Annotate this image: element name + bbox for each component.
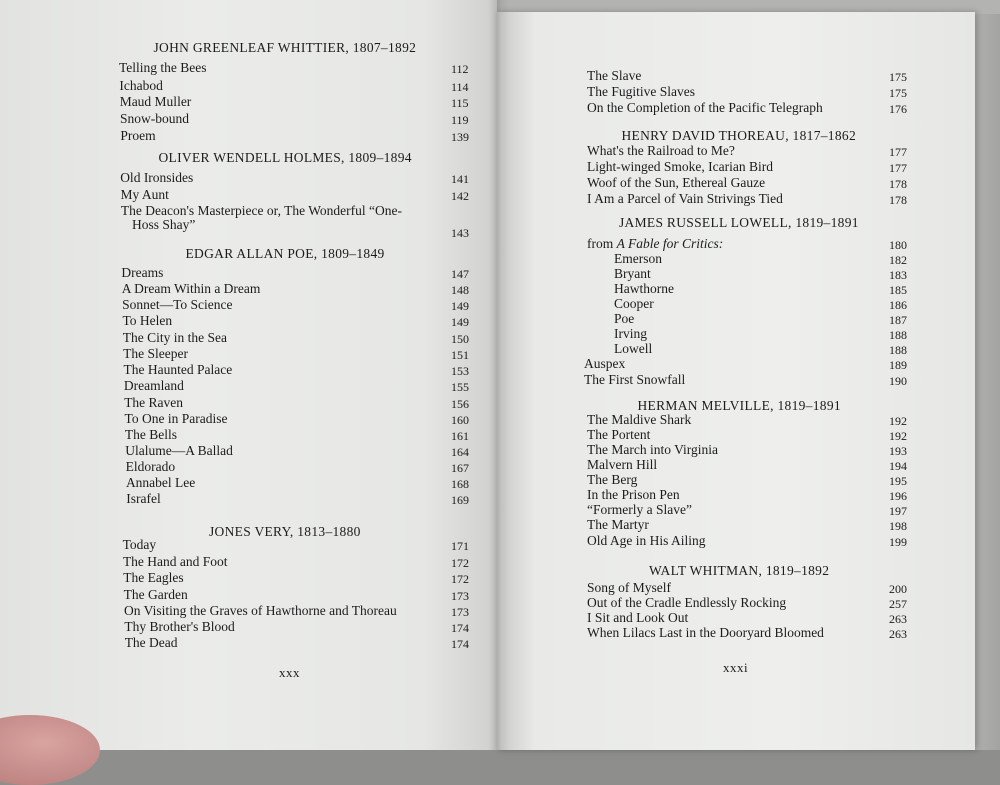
toc-entry-title: Poe xyxy=(614,311,635,326)
toc-page-number: 200 xyxy=(889,582,907,596)
toc-entry-title: The Maldive Shark xyxy=(587,412,692,427)
toc-page-number: 180 xyxy=(889,238,907,252)
section-heading: JONES VERY, 1813–1880 xyxy=(209,524,361,539)
toc-entry-title: Old Age in His Ailing xyxy=(587,533,706,548)
toc-page-number: 257 xyxy=(889,597,907,611)
toc-page-number: 263 xyxy=(889,627,907,641)
toc-entry-title: Hawthorne xyxy=(614,281,674,296)
toc-entry-title: The March into Virginia xyxy=(587,442,719,457)
toc-entry-title: Ichabod xyxy=(119,78,163,93)
toc-page-number: 142 xyxy=(451,189,469,203)
toc-entry-title: What's the Railroad to Me? xyxy=(587,143,735,158)
toc-page-number: 185 xyxy=(889,283,907,297)
toc-entry-title: To Helen xyxy=(122,313,173,328)
toc-entry-title: Telling the Bees xyxy=(119,60,207,75)
toc-entry-title: Sonnet—To Science xyxy=(122,297,233,312)
toc-page-number: 173 xyxy=(451,589,469,603)
toc-page-number: 183 xyxy=(889,268,907,282)
toc-page-number: 143 xyxy=(451,226,469,240)
section-heading: OLIVER WENDELL HOLMES, 1809–1894 xyxy=(158,150,412,165)
toc-entry-title: Israfel xyxy=(126,491,161,506)
toc-entry-title: To One in Paradise xyxy=(124,411,228,426)
toc-entry-title: I Am a Parcel of Vain Strivings Tied xyxy=(587,191,783,206)
toc-page-number: 147 xyxy=(451,267,469,281)
toc-page-number: 198 xyxy=(889,519,907,533)
toc-page-number: 149 xyxy=(451,299,469,313)
toc-entry-title: “Formerly a Slave” xyxy=(587,502,692,517)
toc-entry-title: Maud Muller xyxy=(119,94,192,109)
toc-page-number: 114 xyxy=(451,80,469,94)
toc-entry-title: Today xyxy=(122,537,157,552)
toc-entry-title xyxy=(587,236,723,252)
toc-entry-title: Annabel Lee xyxy=(125,475,196,490)
toc-page-number: 193 xyxy=(889,444,907,458)
toc-entry-title: My Aunt xyxy=(120,187,169,202)
toc-page-number: 188 xyxy=(889,328,907,342)
toc-entry-title: The Garden xyxy=(123,587,188,602)
toc-page-number: 148 xyxy=(451,283,469,297)
toc-page-number: 150 xyxy=(451,332,469,346)
toc-page-number: 188 xyxy=(889,343,907,357)
book-gutter xyxy=(488,0,510,750)
toc-entry-title: Lowell xyxy=(614,341,653,356)
toc-page-number: 155 xyxy=(451,380,469,394)
toc-page-number: 187 xyxy=(889,313,907,327)
toc-entry-title: The Berg xyxy=(587,472,638,487)
section-heading: HENRY DAVID THOREAU, 1817–1862 xyxy=(621,128,857,143)
page-folio: xxx xyxy=(279,665,300,680)
toc-entry-title: Malvern Hill xyxy=(587,457,658,472)
toc-entry-title: Dreams xyxy=(121,265,164,280)
toc-entry-italic-title: A Fable for Critics: xyxy=(616,236,724,251)
toc-page-number: 175 xyxy=(889,86,907,100)
toc-page-number: 192 xyxy=(889,429,907,443)
toc-entry-title: The Hand and Foot xyxy=(122,554,228,569)
toc-entry-title: The Raven xyxy=(124,395,184,410)
toc-page-number: 192 xyxy=(889,414,907,428)
toc-entry-title: On the Completion of the Pacific Telegraph xyxy=(587,100,823,115)
toc-entry-prefix: from xyxy=(587,236,617,251)
toc-page-number: 177 xyxy=(889,161,907,175)
toc-page-number: 161 xyxy=(451,429,469,443)
toc-entry-title: Emerson xyxy=(614,251,662,266)
toc-entry-title: The Deacon's Masterpiece or, The Wonderful “One- xyxy=(120,203,402,218)
toc-page-number: 182 xyxy=(889,253,907,267)
toc-page-number: 197 xyxy=(889,504,907,518)
toc-entry-title: The First Snowfall xyxy=(584,372,686,387)
toc-entry-title: Eldorado xyxy=(125,459,176,474)
toc-page-number: 169 xyxy=(451,493,469,507)
toc-entry-title: Ulalume—A Ballad xyxy=(125,443,233,458)
toc-entry-title: The Sleeper xyxy=(123,346,188,361)
section-heading: JOHN GREENLEAF WHITTIER, 1807–1892 xyxy=(153,40,417,55)
toc-entry-title: The Martyr xyxy=(587,517,649,532)
toc-entry-title: Auspex xyxy=(584,356,626,371)
toc-page-number: 164 xyxy=(451,445,469,459)
toc-entry-title: The Dead xyxy=(124,635,178,650)
toc-page-number: 172 xyxy=(451,556,469,570)
section-heading: EDGAR ALLAN POE, 1809–1849 xyxy=(185,246,385,261)
toc-page-number: 190 xyxy=(889,374,907,388)
left-page xyxy=(0,0,497,750)
toc-entry-title: The Slave xyxy=(587,68,642,83)
toc-page-number: 178 xyxy=(889,193,907,207)
toc-entry-title: Old Ironsides xyxy=(120,170,194,185)
toc-page-number: 160 xyxy=(451,413,469,427)
toc-page-number: 177 xyxy=(889,145,907,159)
section-heading: WALT WHITMAN, 1819–1892 xyxy=(649,563,830,578)
toc-page-number: 189 xyxy=(889,358,907,372)
toc-page-number: 149 xyxy=(451,315,469,329)
toc-entry-title: Bryant xyxy=(614,266,651,281)
toc-entry-title: Light-winged Smoke, Icarian Bird xyxy=(587,159,773,174)
toc-entry-title: The Haunted Palace xyxy=(123,362,233,377)
toc-entry-title: The City in the Sea xyxy=(122,330,228,345)
toc-entry-title: The Bells xyxy=(124,427,178,442)
toc-page-number: 263 xyxy=(889,612,907,626)
toc-page-number: 173 xyxy=(451,605,469,619)
toc-entry-title: A Dream Within a Dream xyxy=(121,281,261,296)
toc-page-number: 195 xyxy=(889,474,907,488)
toc-entry-title-continued: Hoss Shay” xyxy=(132,217,196,232)
toc-page-number: 178 xyxy=(889,177,907,191)
toc-entry-title: When Lilacs Last in the Dooryard Bloomed xyxy=(587,625,824,640)
toc-entry-title: The Portent xyxy=(587,427,651,442)
toc-page-number: 194 xyxy=(889,459,907,473)
toc-page-number: 175 xyxy=(889,70,907,84)
toc-page-number: 167 xyxy=(451,461,469,475)
toc-entry-title: On Visiting the Graves of Hawthorne and Thoreau xyxy=(124,603,397,618)
toc-page-number: 171 xyxy=(451,539,469,553)
toc-page-number: 139 xyxy=(451,130,469,144)
page-folio: xxxi xyxy=(723,660,749,675)
toc-page-number: 174 xyxy=(451,621,469,635)
toc-page-number: 119 xyxy=(451,113,469,127)
toc-page-number: 199 xyxy=(889,535,907,549)
section-heading: JAMES RUSSELL LOWELL, 1819–1891 xyxy=(619,215,859,230)
toc-entry-title: In the Prison Pen xyxy=(587,487,680,502)
section-heading: HERMAN MELVILLE, 1819–1891 xyxy=(637,398,841,413)
toc-page-number: 196 xyxy=(889,489,907,503)
toc-entry-title: The Eagles xyxy=(123,570,184,585)
toc-page-number: 186 xyxy=(889,298,907,312)
toc-page-number: 172 xyxy=(451,572,469,586)
right-page xyxy=(497,12,975,750)
toc-page-number: 174 xyxy=(451,637,469,651)
toc-entry-title: Thy Brother's Blood xyxy=(124,619,235,634)
toc-entry-title: Proem xyxy=(120,128,156,143)
toc-page-number: 141 xyxy=(451,172,469,186)
toc-entry-title: Song of Myself xyxy=(587,580,671,595)
toc-entry-title: Out of the Cradle Endlessly Rocking xyxy=(587,595,787,610)
toc-entry-title: Dreamland xyxy=(123,378,184,393)
toc-page-number: 112 xyxy=(451,62,469,76)
toc-entry-title: I Sit and Look Out xyxy=(587,610,689,625)
toc-page-number: 115 xyxy=(451,96,469,110)
toc-entry-title: The Fugitive Slaves xyxy=(587,84,695,99)
toc-page-number: 153 xyxy=(451,364,469,378)
toc-entry-title: Snow-bound xyxy=(120,111,190,126)
toc-page-number: 176 xyxy=(889,102,907,116)
toc-entry-title: Cooper xyxy=(614,296,654,311)
toc-page-number: 151 xyxy=(451,348,469,362)
toc-entry-title: Woof of the Sun, Ethereal Gauze xyxy=(587,175,766,190)
toc-page-number: 168 xyxy=(451,477,469,491)
toc-entry-title: Irving xyxy=(614,326,647,341)
toc-page-number: 156 xyxy=(451,397,469,411)
